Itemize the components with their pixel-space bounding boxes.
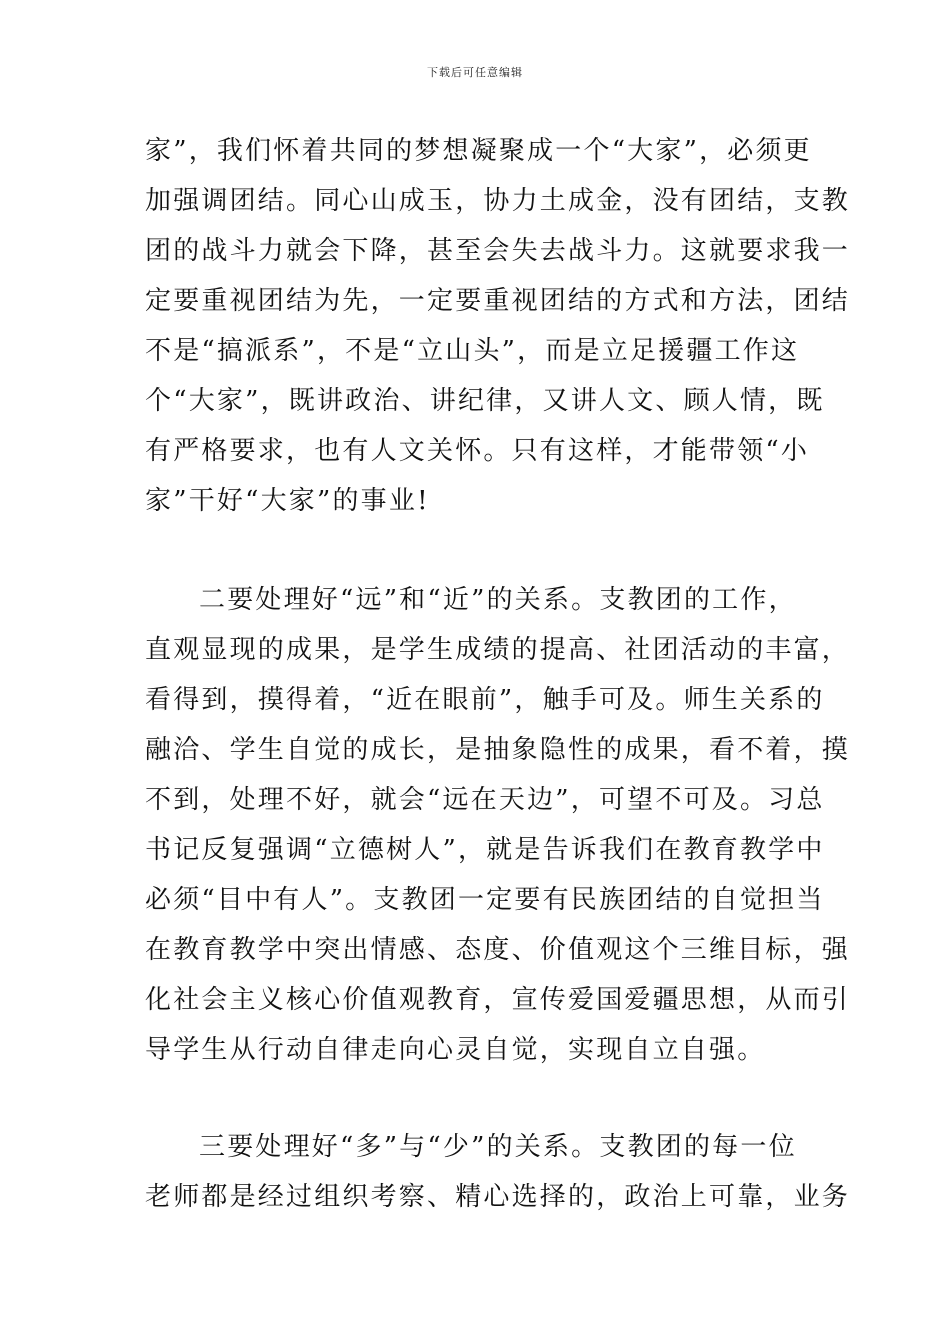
paragraph-line: 老师都是经过组织考察、精心选择的，政治上可靠，业务 xyxy=(145,1182,851,1212)
paragraph-line: 必须“目中有人”。支教团一定要有民族团结的自觉担当 xyxy=(145,885,825,915)
paragraph-line: 不到，处理不好，就会“远在天边”，可望不可及。习总 xyxy=(145,785,825,815)
paragraph-line: 在教育教学中突出情感、态度、价值观这个三维目标，强 xyxy=(145,935,851,965)
paragraph-line: 直观显现的成果，是学生成绩的提高、社团活动的丰富， xyxy=(145,635,851,665)
paragraph-line: 导学生从行动自律走向心灵自觉，实现自立自强。 xyxy=(145,1035,766,1065)
paragraph-line: 融洽、学生自觉的成长，是抽象隐性的成果，看不着，摸 xyxy=(145,735,851,765)
paragraph-line: 家”，我们怀着共同的梦想凝聚成一个“大家”，必须更 xyxy=(145,136,812,166)
paragraph-line: 团的战斗力就会下降，甚至会失去战斗力。这就要求我一 xyxy=(145,236,851,266)
paragraph-line: 有严格要求，也有人文关怀。只有这样，才能带领“小 xyxy=(145,436,810,466)
paragraph-line: 加强调团结。同心山成玉，协力土成金，没有团结，支教 xyxy=(145,186,851,216)
paragraph-2 xyxy=(145,575,851,1075)
paragraph-line: 三要处理好“多”与“少”的关系。支教团的每一位 xyxy=(199,1132,797,1162)
header-note: 下载后可任意编辑 xyxy=(427,66,523,79)
paragraph-line: 化社会主义核心价值观教育，宣传爱国爱疆思想，从而引 xyxy=(145,985,851,1015)
paragraph-1 xyxy=(145,126,851,526)
paragraph-line: 家”干好“大家”的事业! xyxy=(145,486,430,516)
paragraph-line: 个“大家”，既讲政治、讲纪律，又讲人文、顾人情，既 xyxy=(145,386,825,416)
paragraph-3 xyxy=(145,1122,851,1222)
paragraph-line: 看得到，摸得着，“近在眼前”，触手可及。师生关系的 xyxy=(145,685,825,715)
paragraph-line: 书记反复强调“立德树人”，就是告诉我们在教育教学中 xyxy=(145,835,825,865)
paragraph-line: 定要重视团结为先，一定要重视团结的方式和方法，团结 xyxy=(145,286,851,316)
paragraph-line: 不是“搞派系”，不是“立山头”，而是立足援疆工作这 xyxy=(145,336,800,366)
paragraph-line: 二要处理好“远”和“近”的关系。支教团的工作， xyxy=(199,585,797,615)
